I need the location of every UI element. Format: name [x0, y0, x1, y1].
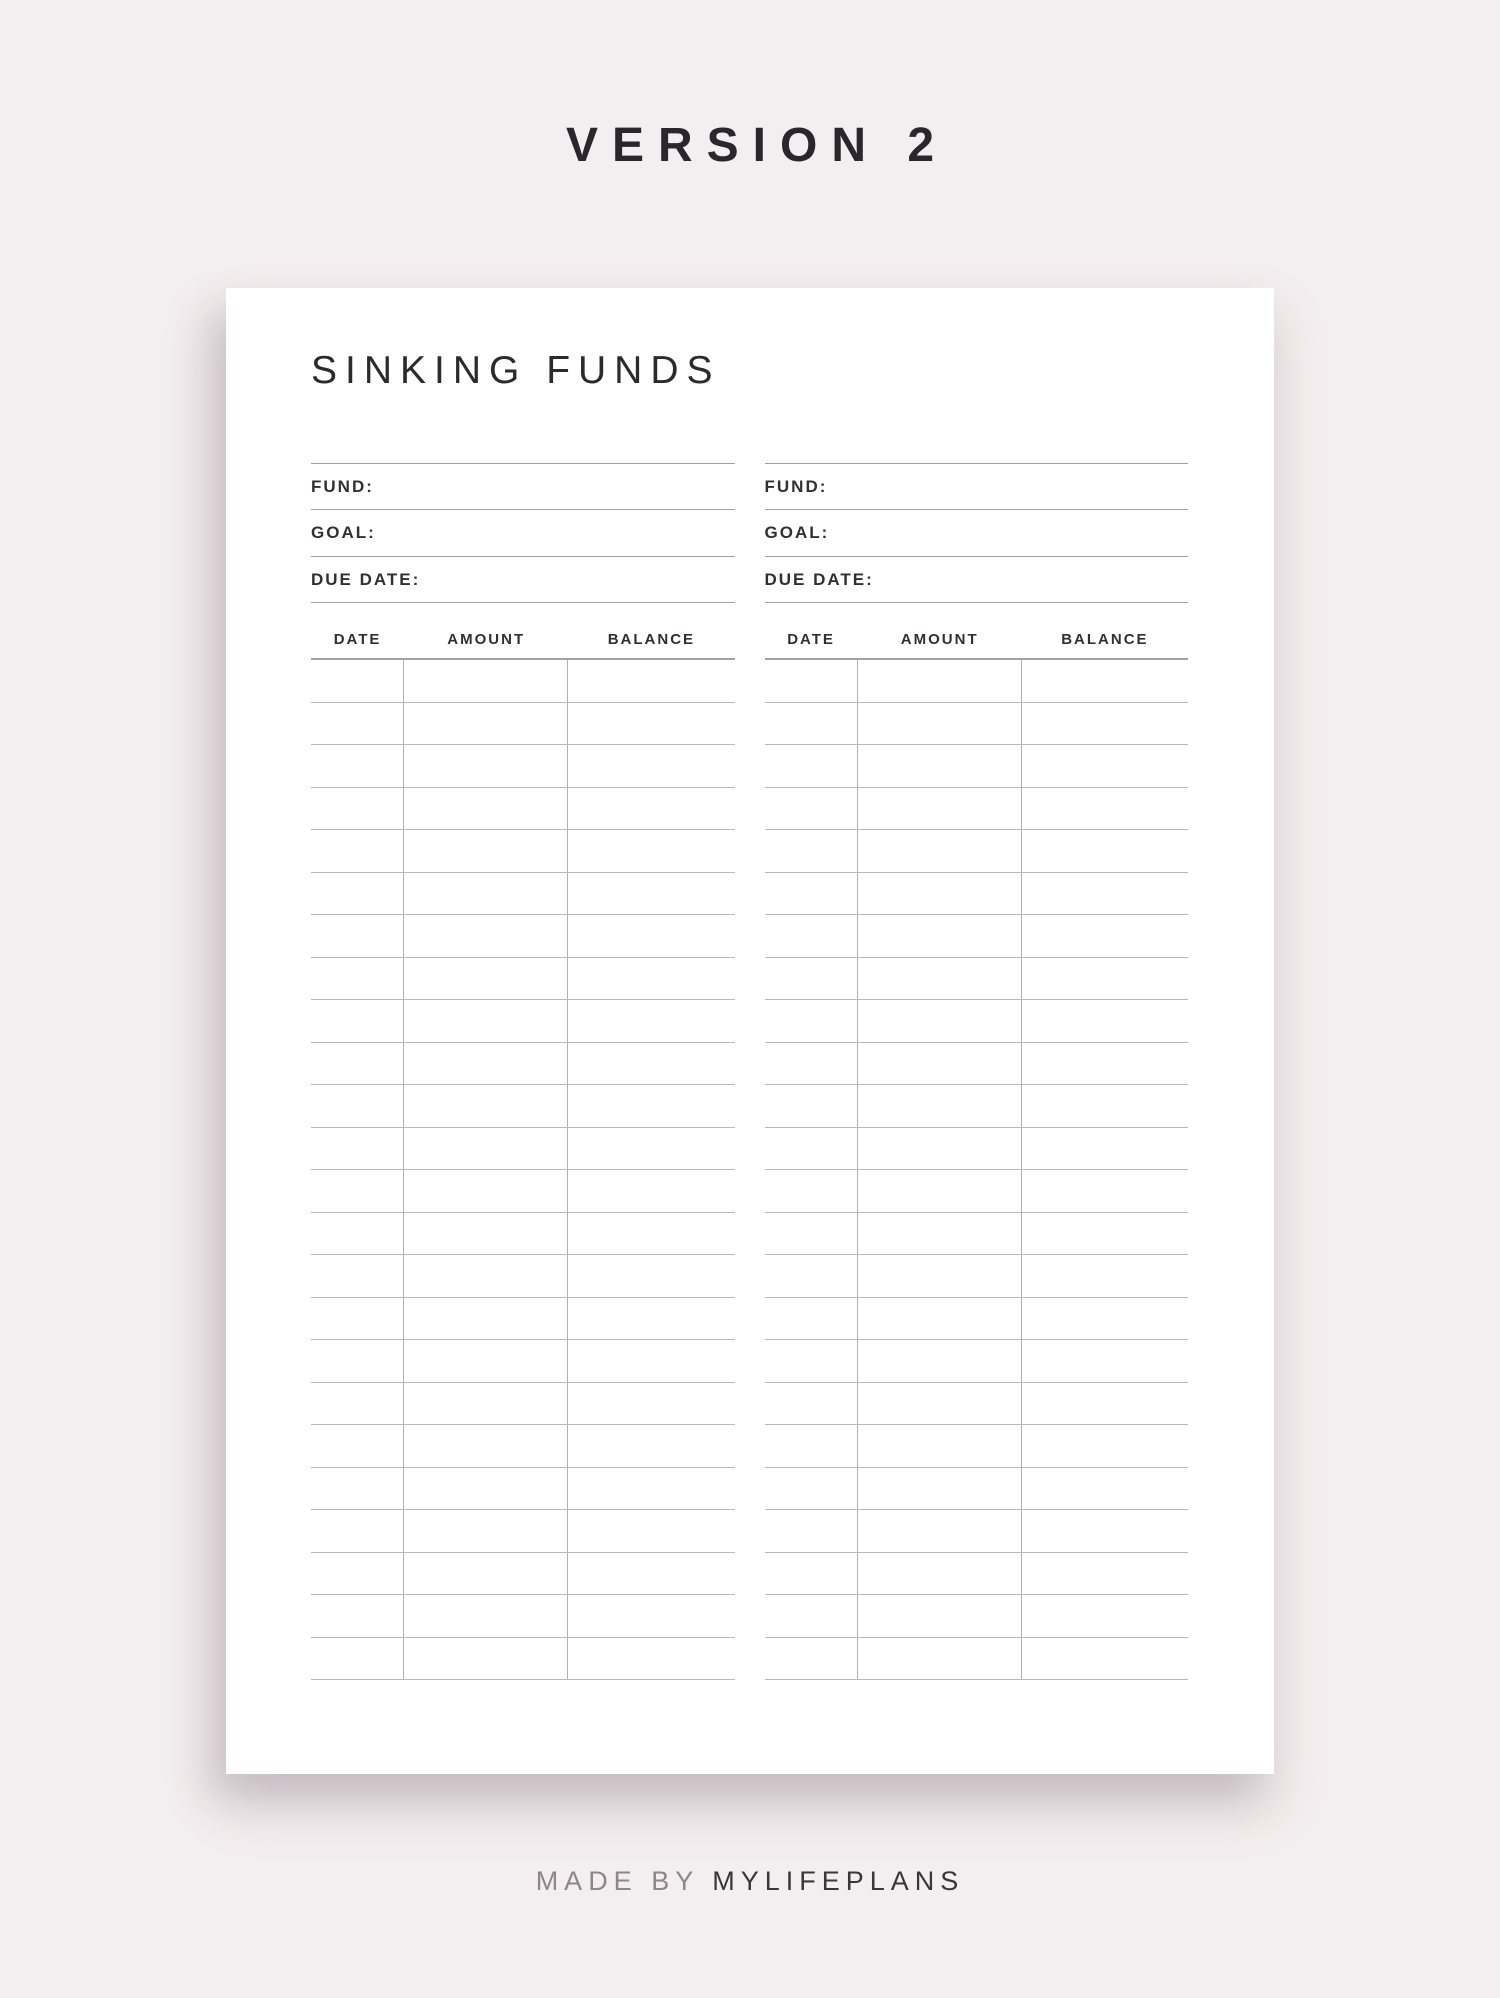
- table-cell: [858, 830, 1022, 872]
- table-cell: [765, 1553, 858, 1595]
- table-cell: [858, 1170, 1022, 1212]
- table-cell: [765, 873, 858, 915]
- fund-fields: [765, 463, 1189, 604]
- table-cell: [568, 1213, 734, 1255]
- table-cell: [568, 1468, 734, 1510]
- table-row: [765, 1553, 1189, 1596]
- table-cell: [858, 1128, 1022, 1170]
- table-cell: [568, 1553, 734, 1595]
- table-cell: [1022, 1425, 1188, 1467]
- table-cell: [858, 745, 1022, 787]
- table-cell: [404, 703, 568, 745]
- column-header-amount: AMOUNT: [900, 631, 979, 649]
- table-cell: [858, 1213, 1022, 1255]
- table-cell: [311, 1000, 404, 1042]
- table-cell: [568, 1425, 734, 1467]
- table-cell: [765, 745, 858, 787]
- fund-column-left: [311, 463, 735, 1681]
- table-cell: [1022, 915, 1188, 957]
- table-header-row: [311, 603, 735, 660]
- table-cell: [765, 1340, 858, 1382]
- table-row: [311, 660, 735, 703]
- table-cell: [568, 1298, 734, 1340]
- table-cell: [1022, 1043, 1188, 1085]
- table-row: [765, 1468, 1189, 1511]
- table-cell: [1022, 958, 1188, 1000]
- version-title: VERSION 2: [565, 119, 949, 172]
- table-cell: [1022, 1255, 1188, 1297]
- table-cell: [311, 1383, 404, 1425]
- table-cell: [568, 788, 734, 830]
- table-cell: [858, 1000, 1022, 1042]
- table-row: [765, 1170, 1189, 1213]
- table-cell: [765, 1085, 858, 1127]
- column-header-balance: BALANCE: [607, 631, 696, 649]
- table-cell: [404, 788, 568, 830]
- table-cell: [1022, 1468, 1188, 1510]
- table-cell: [404, 1468, 568, 1510]
- column-header-balance: BALANCE: [1061, 631, 1149, 649]
- table-cell: [568, 915, 734, 957]
- table-cell: [568, 1340, 734, 1382]
- table-cell: [765, 1510, 858, 1552]
- table-cell: [765, 1638, 858, 1680]
- table-cell: [1022, 1170, 1188, 1212]
- table-row: [765, 873, 1189, 916]
- table-cell: [311, 1043, 404, 1085]
- table-cell: [311, 1213, 404, 1255]
- table-row: [765, 660, 1189, 703]
- table-cell: [311, 830, 404, 872]
- table-row: [311, 1000, 735, 1043]
- fund-column-right: [765, 463, 1189, 1681]
- table-row: [765, 1298, 1189, 1341]
- table-cell: [858, 958, 1022, 1000]
- table-cell: [404, 1383, 568, 1425]
- table-cell: [858, 1085, 1022, 1127]
- table-row: [311, 703, 735, 746]
- table-cell: [858, 788, 1022, 830]
- field-row-fund: [765, 463, 1189, 510]
- table-cell: [858, 1340, 1022, 1382]
- table-cell: [1022, 703, 1188, 745]
- table-cell: [311, 1298, 404, 1340]
- fund-fields: [311, 463, 735, 604]
- table-row: [765, 1255, 1189, 1298]
- table-cell: [404, 660, 568, 702]
- table-cell: [311, 1425, 404, 1467]
- table-cell: [568, 1128, 734, 1170]
- table-cell: [568, 1595, 734, 1637]
- table-cell: [311, 958, 404, 1000]
- table-cell: [1022, 788, 1188, 830]
- table-cell: [568, 703, 734, 745]
- table-cell: [568, 1000, 734, 1042]
- table-cell: [765, 1425, 858, 1467]
- table-cell: [1022, 660, 1188, 702]
- field-label-fund: FUND:: [311, 476, 374, 496]
- field-row-due-date: [765, 556, 1189, 603]
- table-cell: [858, 1595, 1022, 1637]
- table-cell: [1022, 1340, 1188, 1382]
- column-header-amount: AMOUNT: [447, 631, 526, 649]
- table-cell: [765, 830, 858, 872]
- table-cell: [1022, 1595, 1188, 1637]
- table-body: [765, 660, 1189, 1680]
- table-body: [311, 660, 735, 1680]
- table-cell: [311, 1170, 404, 1212]
- table-cell: [765, 1468, 858, 1510]
- table-cell: [568, 1085, 734, 1127]
- table-row: [765, 1128, 1189, 1171]
- table-cell: [1022, 1383, 1188, 1425]
- table-cell: [765, 1255, 858, 1297]
- table-cell: [311, 1128, 404, 1170]
- table-row: [765, 830, 1189, 873]
- table-cell: [404, 1425, 568, 1467]
- table-cell: [858, 1298, 1022, 1340]
- table-row: [311, 1553, 735, 1596]
- table-cell: [404, 745, 568, 787]
- fund-table: [765, 603, 1189, 1680]
- table-row: [311, 788, 735, 831]
- field-row-due-date: [311, 556, 735, 603]
- table-cell: [311, 915, 404, 957]
- table-cell: [404, 1638, 568, 1680]
- table-row: [311, 1638, 735, 1681]
- field-label-due-date: DUE DATE:: [764, 569, 874, 589]
- table-cell: [404, 1128, 568, 1170]
- table-cell: [568, 745, 734, 787]
- table-cell: [568, 1510, 734, 1552]
- table-cell: [765, 660, 858, 702]
- table-cell: [1022, 1298, 1188, 1340]
- table-cell: [404, 1213, 568, 1255]
- table-row: [311, 1383, 735, 1426]
- table-row: [765, 1000, 1189, 1043]
- table-cell: [765, 915, 858, 957]
- table-cell: [765, 1595, 858, 1637]
- table-row: [311, 1213, 735, 1256]
- brand-name: MYLIFEPLANS: [712, 1866, 965, 1896]
- field-row-goal: [765, 509, 1189, 556]
- table-cell: [311, 1340, 404, 1382]
- table-row: [311, 915, 735, 958]
- table-cell: [311, 745, 404, 787]
- table-cell: [858, 1383, 1022, 1425]
- table-row: [765, 745, 1189, 788]
- table-cell: [858, 703, 1022, 745]
- table-row: [311, 1340, 735, 1383]
- table-cell: [1022, 1128, 1188, 1170]
- table-cell: [404, 1085, 568, 1127]
- table-cell: [1022, 1553, 1188, 1595]
- table-row: [311, 1170, 735, 1213]
- credit-line: [0, 1868, 1500, 1895]
- table-cell: [404, 1043, 568, 1085]
- page-title: SINKING FUNDS: [311, 349, 721, 392]
- table-cell: [858, 1425, 1022, 1467]
- table-row: [765, 1595, 1189, 1638]
- table-row: [311, 1085, 735, 1128]
- table-row: [311, 830, 735, 873]
- table-cell: [311, 873, 404, 915]
- table-cell: [765, 1043, 858, 1085]
- table-header-row: [765, 603, 1189, 660]
- table-cell: [765, 1000, 858, 1042]
- table-cell: [858, 660, 1022, 702]
- table-row: [765, 1510, 1189, 1553]
- field-row-goal: [311, 509, 735, 556]
- column-header-date: DATE: [333, 631, 382, 649]
- table-cell: [1022, 1213, 1188, 1255]
- table-cell: [858, 873, 1022, 915]
- table-cell: [858, 1553, 1022, 1595]
- table-row: [765, 1085, 1189, 1128]
- table-cell: [311, 1510, 404, 1552]
- table-row: [311, 1510, 735, 1553]
- table-cell: [858, 1468, 1022, 1510]
- table-cell: [765, 1383, 858, 1425]
- table-row: [765, 1340, 1189, 1383]
- table-cell: [311, 1638, 404, 1680]
- table-cell: [765, 1213, 858, 1255]
- table-row: [765, 703, 1189, 746]
- fund-table: [311, 603, 735, 1680]
- table-cell: [404, 1553, 568, 1595]
- table-cell: [568, 1255, 734, 1297]
- made-by-label: MADE BY: [535, 1866, 713, 1896]
- table-cell: [568, 1043, 734, 1085]
- table-cell: [1022, 1638, 1188, 1680]
- table-cell: [568, 1170, 734, 1212]
- fund-columns: [311, 463, 1188, 1681]
- table-row: [765, 1383, 1189, 1426]
- table-row: [311, 1255, 735, 1298]
- table-cell: [1022, 873, 1188, 915]
- field-label-fund: FUND:: [764, 476, 828, 496]
- table-cell: [858, 915, 1022, 957]
- table-cell: [858, 1255, 1022, 1297]
- table-cell: [568, 1638, 734, 1680]
- table-cell: [404, 1510, 568, 1552]
- field-label-due-date: DUE DATE:: [311, 569, 421, 589]
- table-row: [311, 1298, 735, 1341]
- table-cell: [311, 1468, 404, 1510]
- table-cell: [404, 830, 568, 872]
- table-cell: [765, 1298, 858, 1340]
- table-row: [311, 1043, 735, 1086]
- table-cell: [404, 1298, 568, 1340]
- table-cell: [311, 1255, 404, 1297]
- table-cell: [404, 1595, 568, 1637]
- table-cell: [404, 1000, 568, 1042]
- table-cell: [568, 958, 734, 1000]
- table-cell: [1022, 1085, 1188, 1127]
- table-cell: [1022, 745, 1188, 787]
- table-row: [311, 958, 735, 1001]
- table-cell: [404, 873, 568, 915]
- table-cell: [404, 1340, 568, 1382]
- table-cell: [568, 660, 734, 702]
- table-cell: [568, 873, 734, 915]
- table-row: [765, 1043, 1189, 1086]
- table-row: [311, 1128, 735, 1171]
- table-cell: [858, 1638, 1022, 1680]
- table-cell: [404, 1255, 568, 1297]
- table-cell: [568, 830, 734, 872]
- table-cell: [311, 788, 404, 830]
- table-cell: [311, 1595, 404, 1637]
- table-row: [311, 1595, 735, 1638]
- table-row: [311, 745, 735, 788]
- table-cell: [1022, 1000, 1188, 1042]
- table-row: [765, 958, 1189, 1001]
- table-cell: [765, 1128, 858, 1170]
- table-cell: [1022, 1510, 1188, 1552]
- table-row: [311, 1425, 735, 1468]
- table-cell: [404, 915, 568, 957]
- table-row: [311, 873, 735, 916]
- table-cell: [404, 958, 568, 1000]
- table-cell: [404, 1170, 568, 1212]
- table-row: [765, 915, 1189, 958]
- table-cell: [311, 703, 404, 745]
- table-row: [765, 1425, 1189, 1468]
- table-cell: [765, 958, 858, 1000]
- table-cell: [311, 1553, 404, 1595]
- planner-page: [226, 288, 1274, 1774]
- table-row: [765, 1213, 1189, 1256]
- table-row: [311, 1468, 735, 1511]
- table-row: [765, 788, 1189, 831]
- table-row: [765, 1638, 1189, 1681]
- field-row-fund: [311, 463, 735, 510]
- table-cell: [765, 788, 858, 830]
- table-cell: [1022, 830, 1188, 872]
- field-label-goal: GOAL:: [311, 523, 376, 543]
- table-cell: [311, 1085, 404, 1127]
- table-cell: [858, 1510, 1022, 1552]
- table-cell: [568, 1383, 734, 1425]
- column-header-date: DATE: [787, 631, 835, 649]
- table-cell: [765, 703, 858, 745]
- table-cell: [765, 1170, 858, 1212]
- field-label-goal: GOAL:: [764, 523, 830, 543]
- table-cell: [858, 1043, 1022, 1085]
- table-cell: [311, 660, 404, 702]
